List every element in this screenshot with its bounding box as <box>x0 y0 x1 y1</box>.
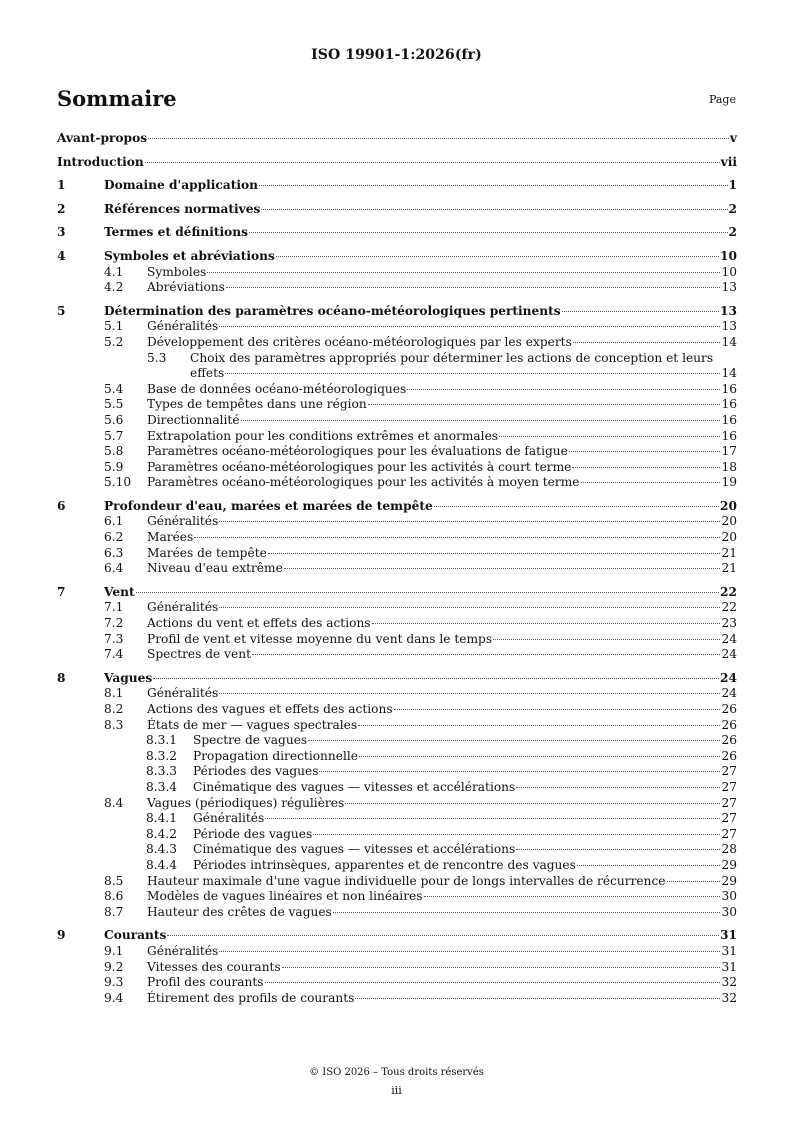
toc-entry-page: 24 <box>721 631 737 646</box>
toc-entry-title: Étirement des profils de courants <box>147 990 355 1005</box>
toc-entry[interactable] <box>57 413 737 429</box>
toc-entry[interactable] <box>57 647 737 663</box>
toc-entry[interactable] <box>57 475 737 491</box>
toc-entry-number: 5.3 <box>147 350 167 365</box>
toc-entry-number: 8.3.2 <box>146 748 178 763</box>
toc-entry-page: 24 <box>720 670 737 685</box>
toc-entry-page: 20 <box>721 530 737 545</box>
toc-entry[interactable] <box>57 444 737 460</box>
toc-entry[interactable] <box>57 546 737 562</box>
toc-dot-leader <box>219 951 720 952</box>
toc-entry-title: Vagues <box>104 670 153 685</box>
toc-entry-number: 8.7 <box>104 904 124 919</box>
toc-entry[interactable] <box>57 265 737 281</box>
toc-entry-page: 26 <box>721 717 737 732</box>
toc-entry[interactable] <box>57 429 737 445</box>
toc-entry-number: 8.3 <box>104 717 124 732</box>
toc-entry-number: 6.1 <box>104 514 124 529</box>
toc-entry-title: Période des vagues <box>193 826 313 841</box>
toc-entry[interactable] <box>57 749 737 765</box>
toc-entry-number: 5.7 <box>104 428 124 443</box>
toc-entry-title: Généralités <box>147 319 219 334</box>
toc-entry-number: 9.2 <box>104 959 124 974</box>
toc-entry[interactable] <box>57 351 737 382</box>
toc-entry[interactable] <box>57 702 737 718</box>
toc-entry-page: 18 <box>721 459 737 474</box>
toc-entry-page: 2 <box>728 201 737 216</box>
toc-entry-page: 19 <box>721 475 737 490</box>
toc-entry-page: 21 <box>721 545 737 560</box>
toc-entry[interactable] <box>57 304 737 320</box>
toc-entry-number: 7.4 <box>104 647 124 662</box>
toc-dot-leader <box>493 639 720 640</box>
toc-dot-leader <box>573 342 721 343</box>
toc-entry-number: 8.4 <box>104 795 124 810</box>
toc-entry-title: Périodes intrinsèques, apparentes et de rencontre des vagues <box>193 857 576 872</box>
toc-entry-title: Base de données océano-météorologiques <box>147 381 407 396</box>
toc-entry-page: 30 <box>721 889 737 904</box>
toc-entry-number: 5.4 <box>104 381 124 396</box>
toc-entry[interactable] <box>57 874 737 890</box>
toc-entry-number: 5.2 <box>104 334 124 349</box>
toc-entry-second-line <box>147 366 737 382</box>
toc-entry-page: 24 <box>721 647 737 662</box>
toc-dot-leader <box>259 185 728 186</box>
toc-entry-title: Domaine d'application <box>104 178 258 193</box>
page-title: Sommaire <box>57 86 177 111</box>
toc-dot-leader <box>219 326 720 327</box>
toc-entry-title: Avant-propos <box>57 131 148 145</box>
toc-dot-leader <box>358 725 720 726</box>
toc-dot-leader <box>207 272 720 273</box>
copyright-footer: © ISO 2026 – Tous droits réservés <box>309 1067 484 1078</box>
toc-entry-title: Cinématique des vagues — vitesses et accélérations <box>193 842 516 857</box>
toc-entry-title: Actions du vent et effets des actions <box>147 616 371 631</box>
page-column-label: Page <box>708 93 736 106</box>
toc-entry[interactable] <box>57 616 737 632</box>
toc-entry[interactable] <box>57 514 737 530</box>
toc-entry-page: 29 <box>721 857 737 872</box>
toc-entry-title: Marées <box>147 530 194 545</box>
toc-entry[interactable] <box>57 632 737 648</box>
toc-dot-leader <box>225 373 720 374</box>
toc-entry-number: 8.3.3 <box>146 764 178 779</box>
toc-entry-page: 31 <box>721 959 737 974</box>
toc-entry-page: v <box>729 131 737 145</box>
toc-entry-number: 5 <box>57 303 66 318</box>
toc-entry-number: 6.2 <box>104 530 124 545</box>
toc-entry-title: Spectre de vagues <box>193 733 308 748</box>
toc-dot-leader <box>219 521 720 522</box>
toc-entry[interactable] <box>57 155 737 171</box>
toc-entry[interactable] <box>57 178 737 194</box>
toc-entry-number: 4.2 <box>104 280 124 295</box>
toc-dot-leader <box>368 404 721 405</box>
toc-entry[interactable] <box>57 858 737 874</box>
toc-entry-number: 4.1 <box>104 264 124 279</box>
toc-entry-page: 22 <box>720 584 737 599</box>
toc-entry[interactable] <box>57 905 737 921</box>
toc-entry-title: Types de tempêtes dans une région <box>147 397 367 412</box>
toc-dot-leader <box>268 553 721 554</box>
toc-dot-leader <box>581 482 721 483</box>
toc-dot-leader <box>261 209 727 210</box>
toc-entry[interactable] <box>57 530 737 546</box>
toc-dot-leader <box>516 849 720 850</box>
toc-dot-leader <box>355 998 720 999</box>
toc-entry[interactable] <box>57 764 737 780</box>
toc-dot-leader <box>499 436 720 437</box>
toc-entry-page: 29 <box>721 873 737 888</box>
toc-entry-page: 26 <box>721 748 737 763</box>
toc-entry-number: 3 <box>57 225 66 240</box>
toc-entry-page: 30 <box>721 904 737 919</box>
toc-entry[interactable] <box>57 827 737 843</box>
toc-dot-leader <box>359 756 721 757</box>
toc-entry-number: 5.5 <box>104 397 124 412</box>
toc-entry-title: Vent <box>104 584 135 599</box>
toc-entry-title: Paramètres océano-météorologiques pour les évaluations de fatigue <box>147 444 568 459</box>
toc-dot-leader <box>265 818 720 819</box>
toc-entry[interactable] <box>57 671 737 687</box>
toc-entry-title: Généralités <box>147 943 219 958</box>
toc-entry[interactable] <box>57 131 737 147</box>
toc-entry-title: Extrapolation pour les conditions extrêmes et anormales <box>147 428 499 443</box>
toc-entry-title: Propagation directionnelle <box>193 748 358 763</box>
toc-dot-leader <box>667 881 721 882</box>
toc-entry-page: 17 <box>721 444 737 459</box>
toc-entry-page: 10 <box>720 248 737 263</box>
toc-entry-page: 23 <box>721 616 737 631</box>
toc-entry-number: 8.4.1 <box>146 811 178 826</box>
toc-dot-leader <box>569 451 721 452</box>
toc-entry[interactable] <box>57 733 737 749</box>
toc-entry-title: Directionnalité <box>147 412 240 427</box>
toc-entry-title-continuation: effets <box>190 366 225 381</box>
toc-entry-number: 2 <box>57 201 66 216</box>
toc-entry-page: 20 <box>720 498 737 513</box>
toc-entry-number: 7.1 <box>104 600 124 615</box>
toc-entry[interactable] <box>57 686 737 702</box>
toc-entry[interactable] <box>57 780 737 796</box>
toc-entry-page: 13 <box>720 303 737 318</box>
toc-entry-title: Cinématique des vagues — vitesses et accélérations <box>193 779 516 794</box>
toc-entry[interactable] <box>57 975 737 991</box>
toc-dot-leader <box>424 896 721 897</box>
footer-page-number: iii <box>391 1084 402 1097</box>
toc-entry-title: Paramètres océano-météorologiques pour les activités à moyen terme <box>147 475 580 490</box>
toc-entry-title: Actions des vagues et effets des actions <box>147 702 393 716</box>
toc-entry-title: Généralités <box>193 811 265 826</box>
toc-entry-title: Hauteur maximale d'une vague individuelle pour de longs intervalles de récurrence <box>147 873 666 888</box>
toc-entry-number: 7 <box>57 584 66 599</box>
toc-dot-leader <box>407 389 720 390</box>
toc-entry[interactable] <box>57 796 737 812</box>
toc-entry-number: 8.1 <box>104 686 124 701</box>
toc-entry-title: Vagues (périodiques) régulières <box>147 795 345 810</box>
toc-entry[interactable] <box>57 842 737 858</box>
toc-entry-page: 14 <box>721 334 737 349</box>
toc-entry-number: 8.5 <box>104 873 124 888</box>
toc-entry-page: vii <box>720 154 737 169</box>
toc-entry-title: Périodes des vagues <box>193 764 319 779</box>
toc-entry-page: 16 <box>721 412 737 427</box>
toc-entry-title: Courants <box>104 928 167 943</box>
toc-entry-page: 1 <box>728 178 737 193</box>
toc-entry[interactable] <box>57 960 737 976</box>
toc-entry-page: 32 <box>721 975 737 990</box>
toc-entry-title: Profil des courants <box>147 975 264 990</box>
toc-entry-page: 26 <box>721 702 737 716</box>
toc-entry-title: Symboles <box>147 264 207 279</box>
toc-entry-title: Généralités <box>147 686 219 701</box>
toc-dot-leader <box>226 287 721 288</box>
toc-entry-number: 6 <box>57 498 66 513</box>
toc-entry-page: 31 <box>720 928 737 943</box>
toc-entry[interactable] <box>57 561 737 577</box>
toc-entry-number: 6.4 <box>104 561 124 576</box>
toc-entry[interactable] <box>57 319 737 335</box>
toc-entry-title: Généralités <box>147 600 219 615</box>
toc-entry-number: 9 <box>57 928 66 943</box>
toc-entry-page: 16 <box>721 381 737 396</box>
toc-entry-number: 8.4.3 <box>146 842 178 857</box>
toc-entry-number: 1 <box>57 178 66 193</box>
toc-entry-page: 28 <box>721 842 737 857</box>
toc-entry-page: 13 <box>721 280 737 295</box>
toc-dot-leader <box>516 787 720 788</box>
toc-entry-title: Marées de tempête <box>147 545 267 560</box>
toc-entry-number: 8.4.2 <box>146 826 178 841</box>
toc-entry[interactable] <box>57 928 737 944</box>
toc-entry-page: 21 <box>721 561 737 576</box>
toc-dot-leader <box>241 420 721 421</box>
toc-entry-number: 8.3.1 <box>146 733 178 748</box>
toc-dot-leader <box>434 506 719 507</box>
toc-dot-leader <box>276 256 719 257</box>
toc-entry-title: Termes et définitions <box>104 225 248 240</box>
toc-entry-number: 5.1 <box>104 319 124 334</box>
toc-entry[interactable] <box>57 991 737 1007</box>
toc-entry[interactable] <box>57 460 737 476</box>
toc-dot-leader <box>562 311 719 312</box>
toc-dot-leader <box>219 693 720 694</box>
toc-entry-number: 9.1 <box>104 943 124 958</box>
toc-entry[interactable] <box>57 944 737 960</box>
toc-entry-title: Profil de vent et vitesse moyenne du vent dans le temps <box>147 631 493 646</box>
toc-entry-page: 24 <box>721 686 737 701</box>
toc-entry-page: 16 <box>721 397 737 412</box>
toc-entry-title: Choix des paramètres appropriés pour déterminer les actions de conception et leurs <box>190 350 714 365</box>
toc-entry-number: 8.4.4 <box>146 857 178 872</box>
toc-dot-leader <box>313 834 720 835</box>
toc-dot-leader <box>249 232 728 233</box>
toc-entry-page: 16 <box>721 428 737 443</box>
toc-entry-page: 14 <box>721 366 737 381</box>
toc-entry-number: 5.6 <box>104 412 124 427</box>
toc-entry-title: États de mer — vagues spectrales <box>147 717 358 732</box>
toc-entry-number: 4 <box>57 248 66 263</box>
toc-dot-leader <box>252 654 720 655</box>
toc-dot-leader <box>372 623 721 624</box>
toc-entry-number: 7.2 <box>104 616 124 631</box>
toc-entry-page: 20 <box>721 514 737 529</box>
table-of-contents <box>57 124 737 1006</box>
toc-entry-title: Introduction <box>57 154 144 169</box>
toc-entry-title: Modèles de vagues linéaires et non linéaires <box>147 889 423 904</box>
toc-entry-page: 27 <box>721 779 737 794</box>
toc-dot-leader <box>153 678 719 679</box>
toc-dot-leader <box>167 935 719 936</box>
toc-entry-title: Profondeur d'eau, marées et marées de tempête <box>104 498 433 513</box>
toc-entry-page: 27 <box>721 811 737 826</box>
toc-entry-number: 5.9 <box>104 459 124 474</box>
toc-dot-leader <box>308 740 720 741</box>
toc-entry-number: 8.6 <box>104 889 124 904</box>
toc-dot-leader <box>577 865 721 866</box>
toc-entry-title: Références normatives <box>104 201 261 216</box>
toc-entry-number: 5.10 <box>104 475 132 490</box>
toc-dot-leader <box>265 982 721 983</box>
toc-entry-page: 27 <box>721 826 737 841</box>
toc-entry[interactable] <box>57 382 737 398</box>
toc-entry[interactable] <box>57 249 737 265</box>
toc-entry[interactable] <box>57 889 737 905</box>
toc-entry[interactable] <box>57 202 737 218</box>
toc-entry[interactable] <box>57 397 737 413</box>
toc-dot-leader <box>145 162 720 163</box>
toc-entry-number: 8 <box>57 670 66 685</box>
toc-dot-leader <box>194 537 720 538</box>
toc-entry[interactable] <box>57 718 737 734</box>
toc-entry-number: 5.8 <box>104 444 124 459</box>
toc-entry-title: Développement des critères océano-météorologiques par les experts <box>147 334 572 349</box>
toc-entry-title: Niveau d'eau extrême <box>147 561 283 576</box>
toc-entry-number: 9.3 <box>104 975 124 990</box>
toc-entry-page: 2 <box>728 225 737 240</box>
toc-entry-title: Paramètres océano-météorologiques pour les activités à court terme <box>147 459 572 474</box>
toc-entry-number: 9.4 <box>104 990 124 1005</box>
document-id-header: ISO 19901-1:2026(fr) <box>311 47 482 63</box>
toc-entry-title: Généralités <box>147 514 219 529</box>
toc-entry-title: Hauteur des crêtes de vagues <box>147 904 332 919</box>
toc-entry[interactable] <box>57 600 737 616</box>
toc-entry-title: Abréviations <box>147 280 225 295</box>
toc-entry[interactable] <box>57 499 737 515</box>
toc-entry-title: Vitesses des courants <box>147 959 281 974</box>
toc-entry-number: 7.3 <box>104 631 124 646</box>
toc-dot-leader <box>284 568 721 569</box>
toc-dot-leader <box>136 592 719 593</box>
toc-entry-page: 26 <box>721 733 737 748</box>
toc-dot-leader <box>148 138 729 139</box>
toc-entry[interactable] <box>57 585 737 601</box>
toc-entry-page: 32 <box>721 990 737 1005</box>
toc-entry-page: 27 <box>721 795 737 810</box>
toc-dot-leader <box>572 467 720 468</box>
toc-entry-page: 27 <box>721 764 737 779</box>
toc-entry-page: 13 <box>721 319 737 334</box>
toc-entry-page: 22 <box>721 600 737 615</box>
toc-dot-leader <box>345 803 720 804</box>
toc-entry-title: Détermination des paramètres océano-météorologiques pertinents <box>104 303 561 318</box>
toc-entry[interactable] <box>57 225 737 241</box>
toc-entry-title: Symboles et abréviations <box>104 248 275 263</box>
toc-entry[interactable] <box>57 280 737 296</box>
toc-entry-page: 31 <box>721 943 737 958</box>
toc-entry-title: Spectres de vent <box>147 647 251 662</box>
toc-entry-number: 8.3.4 <box>146 779 178 794</box>
toc-entry[interactable] <box>57 811 737 827</box>
toc-entry-first-line <box>147 351 737 367</box>
toc-entry-number: 6.3 <box>104 545 124 560</box>
toc-dot-leader <box>319 771 720 772</box>
toc-dot-leader <box>219 607 720 608</box>
toc-entry[interactable] <box>57 335 737 351</box>
toc-dot-leader <box>333 912 721 913</box>
toc-entry-number: 8.2 <box>104 702 124 716</box>
toc-dot-leader <box>394 709 721 710</box>
toc-entry-page: 10 <box>721 264 737 279</box>
toc-dot-leader <box>282 967 721 968</box>
